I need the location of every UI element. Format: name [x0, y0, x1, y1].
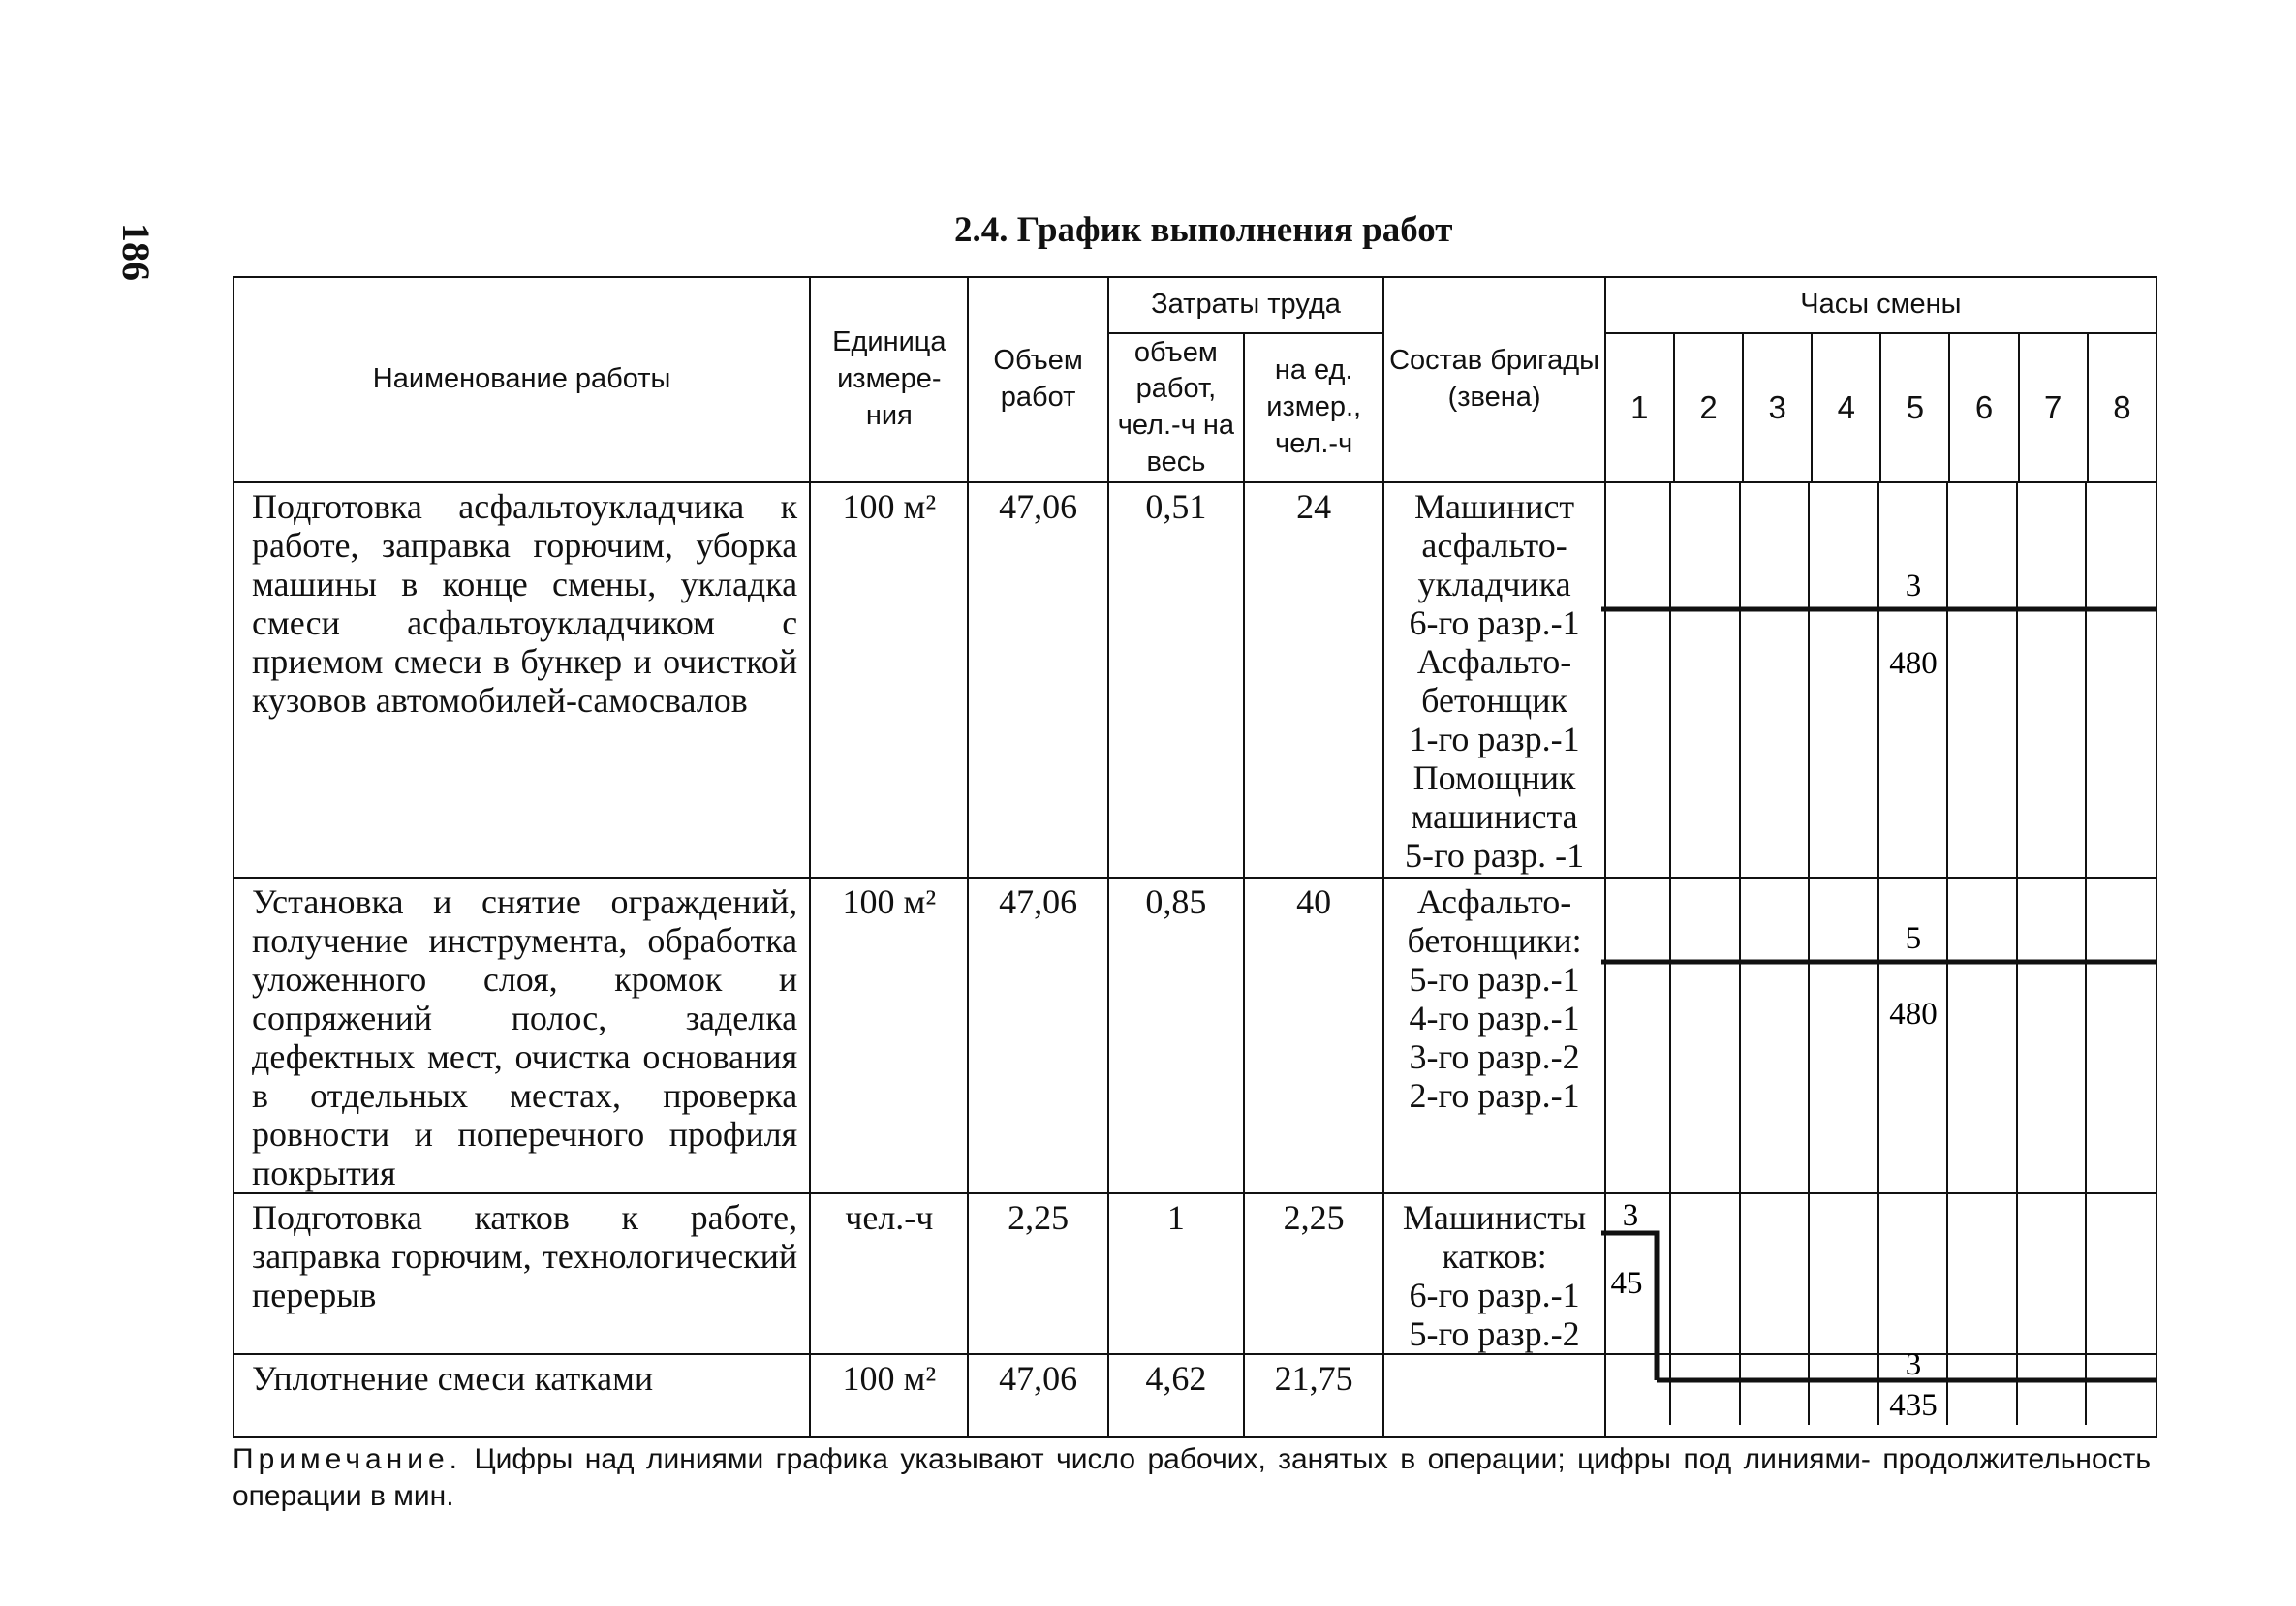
gantt-minutes-label: 480 [1889, 997, 1938, 1032]
header-hour: 2 [1674, 333, 1743, 482]
hour-cells [1605, 878, 2156, 1193]
header-crew: Состав бригады (звена) [1383, 277, 1604, 482]
header-hour: 7 [2019, 333, 2088, 482]
header-name: Наименование работы [233, 277, 810, 482]
header-unit: Единица измере- ния [810, 277, 968, 482]
header-hours-title: Часы смены [1605, 277, 2156, 333]
gantt-workers-label: 5 [1905, 921, 1922, 956]
labor-unit-value: 0,85 [1108, 878, 1244, 1193]
work-unit: чел.-ч [810, 1193, 968, 1354]
header-labor-total: на ед. измер., чел.-ч [1244, 333, 1383, 482]
table-row [233, 878, 2156, 1193]
labor-total-value: 2,25 [1244, 1193, 1383, 1354]
gantt-workers-label: 3 [1622, 1198, 1639, 1233]
work-name: Уплотнение смеси катками [233, 1354, 810, 1437]
page-title: 2.4. График выполнения работ [954, 210, 1453, 250]
crew-composition [1383, 1354, 1604, 1437]
work-schedule-table [233, 276, 2157, 1438]
gantt-minutes-label: 45 [1610, 1266, 1643, 1301]
hour-cells [1605, 1193, 2156, 1354]
footnote-label: Примечание. [233, 1443, 462, 1475]
work-name: Подготовка катков к работе, заправка горючим, технологический перерыв [233, 1193, 810, 1354]
work-unit: 100 м² [810, 482, 968, 878]
header-labor-unit: объем работ, чел.-ч на весь [1108, 333, 1244, 482]
labor-unit-value: 4,62 [1108, 1354, 1244, 1437]
work-name: Установка и снятие ограждений, получение инструмента, обработка уложенного слоя, кромок и сопряжений полос, заделка дефектных мест, очистка основания в отдельных местах, проверка ровности и поперечного профиля покрытия [233, 878, 810, 1193]
header-hour: 1 [1605, 333, 1674, 482]
page-number: 186 [114, 223, 158, 281]
header-hour: 5 [1880, 333, 1949, 482]
work-unit: 100 м² [810, 878, 968, 1193]
table-row [233, 1193, 2156, 1354]
labor-total-value: 24 [1244, 482, 1383, 878]
footnote-text: Цифры над линиями графика указывают число рабочих, занятых в операции; цифры под линиями- продолжительность операции в мин. [233, 1443, 2152, 1512]
work-volume: 2,25 [968, 1193, 1107, 1354]
header-row [233, 277, 2156, 333]
header-volume: Объем работ [968, 277, 1107, 482]
hour-cells [1605, 1354, 2156, 1437]
gantt-workers-label: 3 [1905, 569, 1922, 603]
header-hour: 3 [1743, 333, 1812, 482]
table-row [233, 1354, 2156, 1437]
crew-composition: Асфальто- бетонщики: 5-го разр.-1 4-го разр.-1 3-го разр.-2 2-го разр.-1 [1383, 878, 1604, 1193]
work-volume: 47,06 [968, 878, 1107, 1193]
footnote [233, 1441, 2151, 1515]
gantt-workers-label: 3 [1905, 1347, 1922, 1382]
labor-unit-value: 0,51 [1108, 482, 1244, 878]
gantt-minutes-label: 480 [1889, 646, 1938, 681]
header-hour: 8 [2088, 333, 2156, 482]
crew-composition: Машинист асфальто- укладчика 6-го разр.-1 Асфальто- бетонщик 1-го разр.-1 Помощник машиниста 5-го разр. -1 [1383, 482, 1604, 878]
header-hour: 6 [1949, 333, 2018, 482]
labor-total-value: 21,75 [1244, 1354, 1383, 1437]
header-hour: 4 [1812, 333, 1880, 482]
header-labor: Затраты труда [1108, 277, 1384, 333]
gantt-minutes-label: 435 [1889, 1388, 1938, 1423]
labor-total-value: 40 [1244, 878, 1383, 1193]
work-unit: 100 м² [810, 1354, 968, 1437]
work-volume: 47,06 [968, 482, 1107, 878]
hour-cells [1605, 482, 2156, 878]
labor-unit-value: 1 [1108, 1193, 1244, 1354]
work-volume: 47,06 [968, 1354, 1107, 1437]
crew-composition: Машинисты катков: 6-го разр.-1 5-го разр.-2 [1383, 1193, 1604, 1354]
work-name: Подготовка асфальтоукладчика к работе, заправка горючим, уборка машины в конце смены, укладка смеси асфальтоукладчиком с приемом смеси в бункер и очисткой кузовов автомобилей-самосвалов [233, 482, 810, 878]
table-row [233, 482, 2156, 878]
